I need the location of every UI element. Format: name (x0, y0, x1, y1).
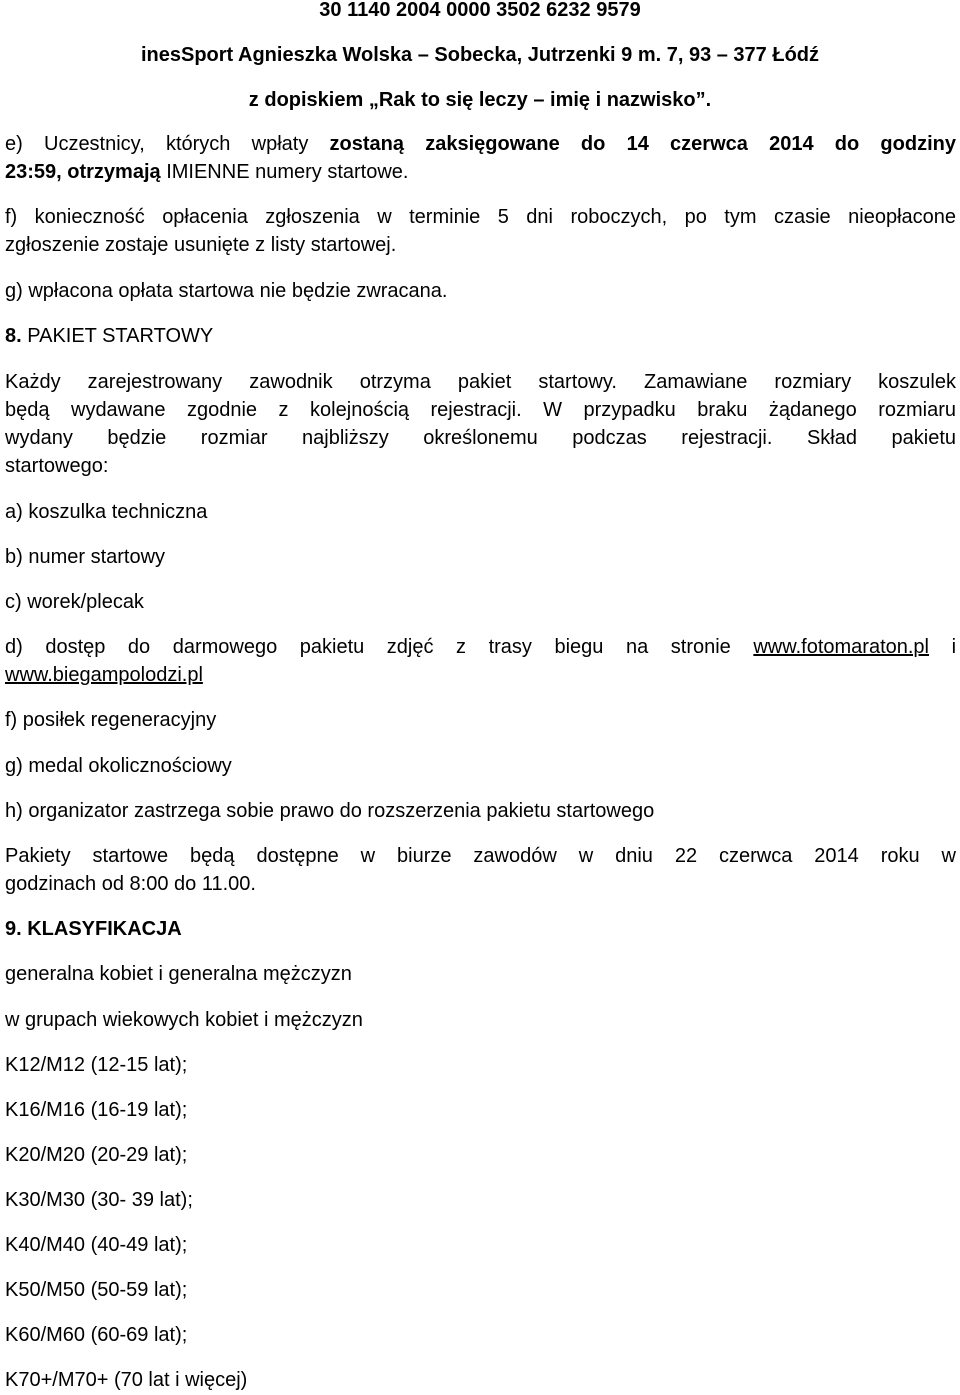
pakiet-item-b: b) numer startowy (5, 546, 166, 568)
transfer-note: z dopiskiem „Rak to się leczy – imię i nazwisko”. (248, 89, 712, 111)
organizer-address: inesSport Agnieszka Wolska – Sobecka, Jutrzenki 9 m. 7, 93 – 377 Łódź (140, 44, 820, 66)
age-group-item: K30/M30 (30- 39 lat); (5, 1189, 193, 1211)
age-group-item: K70+/M70+ (70 lat i więcej) (5, 1369, 248, 1391)
rule-g: g) wpłacona opłata startowa nie będzie zwracana. (5, 280, 448, 302)
rule-f-line2: zgłoszenie zostaje usunięte z listy startowej. (5, 234, 397, 256)
age-group-item: K20/M20 (20-29 lat); (5, 1144, 188, 1166)
pakiet-item-h: h) organizator zastrzega sobie prawo do rozszerzenia pakietu startowego (5, 800, 655, 822)
age-group-item: K40/M40 (40-49 lat); (5, 1234, 188, 1256)
section-8-number: 8. (5, 325, 22, 347)
pakiet-item-c: c) worek/plecak (5, 591, 144, 613)
pakiet-item-d-and: i (951, 636, 957, 658)
classification-groups-intro: w grupach wiekowych kobiet i mężczyzn (5, 1009, 363, 1031)
rule-f-line1: f) konieczność opłacenia zgłoszenia w terminie 5 dni roboczych, po tym czasie nieopłacone (5, 206, 956, 228)
section-8-title: PAKIET STARTOWY (21, 325, 214, 347)
rule-e-line2 (5, 158, 408, 186)
rule-e-rest: IMIENNE numery startowe. (160, 161, 409, 183)
section-9-heading: 9. KLASYFIKACJA (5, 918, 182, 940)
rule-e-bold: zostaną zaksięgowane do 14 czerwca 2014 do godziny (329, 133, 956, 155)
pickup-info-line1: Pakiety startowe będą dostępne w biurze zawodów w dniu 22 czerwca 2014 roku w (5, 845, 956, 867)
age-group-item: K16/M16 (16-19 lat); (5, 1099, 188, 1121)
pakiet-item-d-line2 (5, 661, 203, 689)
rule-e-prefix: e) Uczestnicy, których wpłaty (5, 133, 330, 155)
pakiet-item-a: a) koszulka techniczna (5, 501, 208, 523)
pakiet-para-line: wydany będzie rozmiar najbliższy określonemu podczas rejestracji. Skład pakietu (5, 427, 956, 449)
pakiet-item-g: g) medal okolicznościowy (5, 755, 232, 777)
age-group-item: K50/M50 (50-59 lat); (5, 1279, 188, 1301)
pakiet-item-d-text: d) dostęp do darmowego pakietu zdjęć z trasy biegu na stronie (5, 636, 731, 658)
pakiet-para-line: startowego: (5, 455, 109, 477)
rule-e-line1 (5, 130, 956, 158)
pakiet-para-line: Każdy zarejestrowany zawodnik otrzyma pakiet startowy. Zamawiane rozmiary koszulek (5, 371, 956, 393)
bank-account-number: 30 1140 2004 0000 3502 6232 9579 (319, 0, 641, 21)
age-group-item: K12/M12 (12-15 lat); (5, 1054, 188, 1076)
classification-general: generalna kobiet i generalna mężczyzn (5, 963, 352, 985)
rule-e-bold2: 23:59, otrzymają (5, 161, 161, 183)
pickup-info-line2: godzinach od 8:00 do 11.00. (5, 873, 256, 895)
age-group-item: K60/M60 (60-69 lat); (5, 1324, 188, 1346)
pakiet-para-line: będą wydawane zgodnie z kolejnością rejestracji. W przypadku braku żądanego rozmiaru (5, 399, 956, 421)
pakiet-item-d-line1 (5, 633, 956, 661)
fotomaraton-link[interactable]: www.fotomaraton.pl (753, 636, 929, 658)
pakiet-item-f: f) posiłek regeneracyjny (5, 709, 217, 731)
section-8-heading (5, 322, 213, 350)
biegampolodzi-link[interactable]: www.biegampolodzi.pl (5, 664, 203, 686)
